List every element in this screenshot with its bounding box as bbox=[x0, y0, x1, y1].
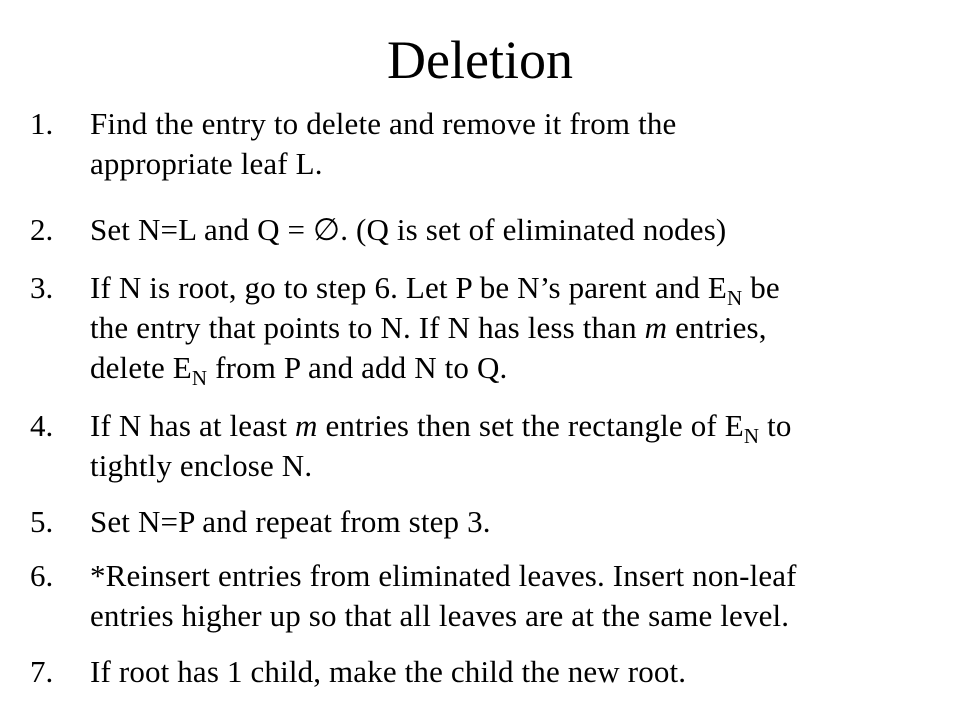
step-text bbox=[90, 502, 940, 542]
step-text bbox=[90, 556, 940, 636]
step-text-line bbox=[90, 144, 940, 184]
step-text-line bbox=[90, 104, 940, 144]
text-segment: delete E bbox=[90, 350, 192, 385]
step-text bbox=[90, 210, 940, 250]
step-text-line bbox=[90, 210, 940, 250]
slide-title: Deletion bbox=[387, 30, 573, 90]
text-segment: the entry that points to N. If N has less than bbox=[90, 310, 645, 345]
step-number: 3. bbox=[30, 270, 54, 305]
step-text bbox=[90, 104, 940, 184]
step-number: 6. bbox=[30, 558, 54, 593]
text-segment: appropriate leaf L. bbox=[90, 146, 323, 181]
text-segment: If root has 1 child, make the child the new root. bbox=[90, 654, 687, 689]
text-segment: *Reinsert entries from eliminated leaves. Insert non-leaf bbox=[90, 558, 797, 593]
text-segment: from P and add N to Q. bbox=[207, 350, 508, 385]
text-segment: entries higher up so that all leaves are at the same level. bbox=[90, 598, 790, 633]
step-text-line bbox=[90, 446, 940, 486]
step-text-line bbox=[90, 348, 940, 388]
step-number: 4. bbox=[30, 408, 54, 443]
step-text-line bbox=[90, 596, 940, 636]
text-segment: tightly enclose N. bbox=[90, 448, 313, 483]
step-text-line bbox=[90, 652, 940, 692]
text-segment: entries, bbox=[667, 310, 767, 345]
step-text-line bbox=[90, 556, 940, 596]
step-text bbox=[90, 406, 940, 486]
text-segment: entries then set the rectangle of E bbox=[317, 408, 744, 443]
italic-variable: m bbox=[644, 310, 668, 345]
text-segment: to bbox=[759, 408, 792, 443]
step-number: 1. bbox=[30, 106, 54, 141]
text-segment: Set N=L and Q = ∅. (Q is set of eliminated nodes) bbox=[90, 212, 727, 247]
step-text-line bbox=[90, 268, 940, 308]
text-segment: Find the entry to delete and remove it from the bbox=[90, 106, 677, 141]
step-number: 2. bbox=[30, 212, 54, 247]
step-text bbox=[90, 268, 940, 388]
step-number: 7. bbox=[30, 654, 54, 689]
step-text-line bbox=[90, 502, 940, 542]
text-segment: If N has at least bbox=[90, 408, 295, 443]
text-segment: If N is root, go to step 6. Let P be N’s parent and E bbox=[90, 270, 728, 305]
subscript: N bbox=[743, 424, 760, 448]
step-text-line bbox=[90, 308, 940, 348]
subscript: N bbox=[727, 286, 743, 310]
step-text-line bbox=[90, 406, 940, 446]
text-segment: Set N=P and repeat from step 3. bbox=[90, 504, 491, 539]
text-segment: be bbox=[742, 270, 780, 305]
step-number: 5. bbox=[30, 504, 54, 539]
italic-variable: m bbox=[295, 408, 318, 443]
step-text bbox=[90, 652, 940, 692]
subscript: N bbox=[191, 366, 208, 390]
